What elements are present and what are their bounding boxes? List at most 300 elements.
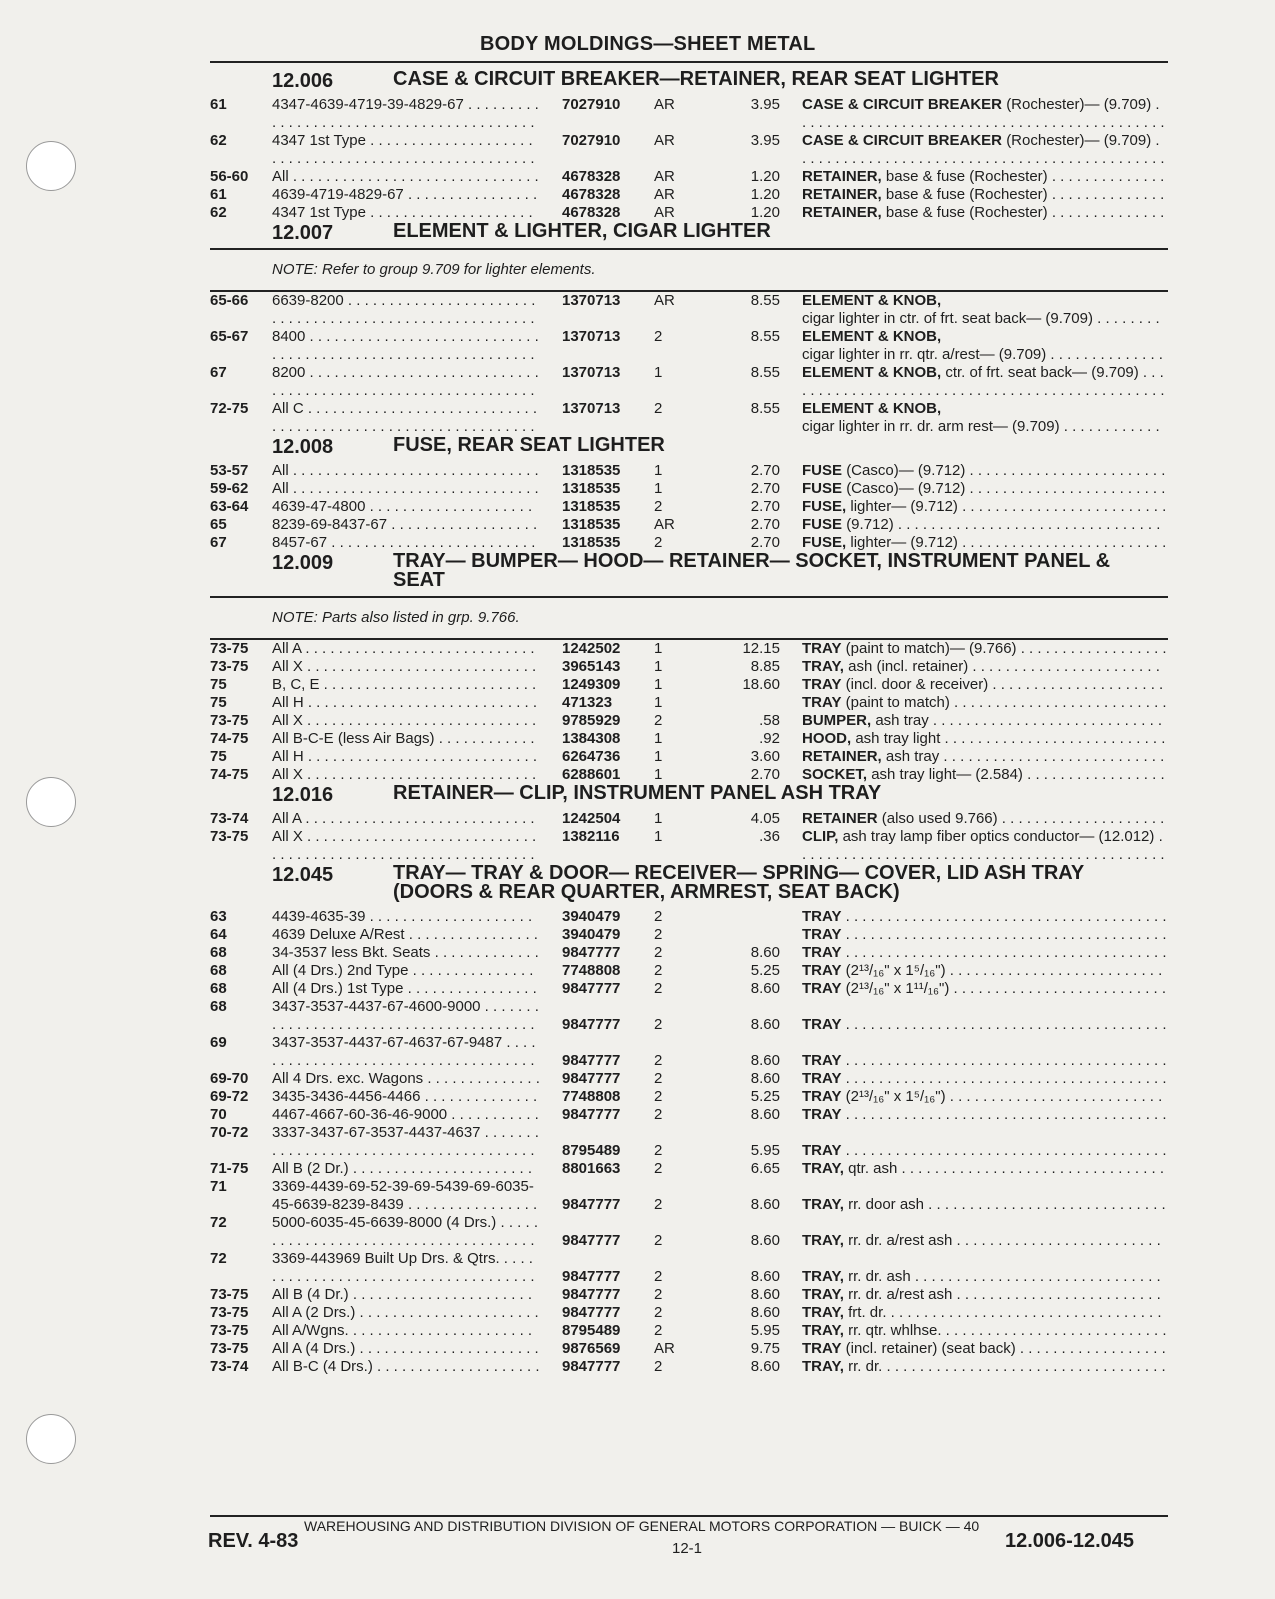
price: 8.60 (750, 1358, 780, 1375)
description-detail: (incl. door & receiver) (845, 676, 989, 693)
model-codes: All . . . (272, 480, 540, 498)
part-row (0, 168, 1275, 186)
price: 8.60 (750, 980, 780, 997)
part-number: 6288601 (562, 766, 621, 783)
quantity: 2 (654, 962, 663, 979)
description (802, 658, 1167, 676)
part-row (0, 998, 1275, 1034)
model-year: 65 (210, 516, 227, 533)
footer-division: WAREHOUSING AND DISTRIBUTION DIVISION OF GENERAL MOTORS CORPORATION — BUICK — 40 (304, 1518, 980, 1534)
description-name: CASE & CIRCUIT BREAKER (802, 96, 1003, 113)
model-codes: 4639 Deluxe A/Rest . . . (272, 926, 540, 944)
description (802, 1358, 1167, 1376)
part-number: 4678328 (562, 204, 621, 221)
section-heading (0, 222, 1275, 248)
part-number: 9847777 (562, 1286, 621, 1303)
model-codes: B, C, E . . . (272, 676, 540, 694)
model-year: 73-74 (210, 810, 249, 827)
quantity: 2 (654, 1142, 663, 1159)
description-name: TRAY, (802, 1304, 844, 1321)
quantity: 2 (654, 1232, 663, 1249)
description (802, 810, 1167, 828)
part-row (0, 480, 1275, 498)
description-detail: (2¹³/₁₆" x 1⁵/₁₆") (845, 962, 946, 979)
description-name: TRAY (802, 908, 842, 925)
price: 8.55 (750, 400, 780, 417)
quantity: 2 (654, 1322, 663, 1339)
quantity: 2 (654, 1016, 663, 1033)
part-row (0, 96, 1275, 132)
model-year: 69-70 (210, 1070, 249, 1087)
section-number: 12.045 (272, 864, 334, 886)
description-detail: ash tray (885, 748, 940, 765)
description (802, 364, 1167, 400)
description-name: CASE & CIRCUIT BREAKER (802, 132, 1003, 149)
model-codes: All H . . . (272, 748, 540, 766)
description-detail: frt. dr. (848, 1304, 887, 1321)
model-year: 70-72 (210, 1124, 249, 1141)
description (802, 498, 1167, 516)
note-box (0, 248, 1275, 292)
part-row (0, 1250, 1275, 1286)
description (802, 328, 1167, 364)
description-name: TRAY (802, 676, 842, 693)
model-year: 70 (210, 1106, 227, 1123)
description-detail: ash (incl. retainer) (848, 658, 969, 675)
quantity: 2 (654, 1052, 663, 1069)
part-number: 3965143 (562, 658, 621, 675)
model-year: 61 (210, 96, 227, 113)
model-year: 72-75 (210, 400, 249, 417)
model-codes: All H . . . (272, 694, 540, 712)
model-codes: 4347-4639-4719-39-4829-67 . . . (272, 96, 540, 132)
description-name: TRAY (802, 694, 842, 711)
note-rule (210, 248, 1168, 250)
quantity: 2 (654, 1358, 663, 1375)
model-codes: 4347 1st Type . . . (272, 204, 540, 222)
part-number: 9847777 (562, 1196, 621, 1213)
model-codes: All A . . . (272, 640, 540, 658)
model-year: 65-67 (210, 328, 249, 345)
section-title: TRAY— TRAY & DOOR— RECEIVER— SPRING— COVER, LID ASH TRAY (DOORS & REAR QUARTER, ARMREST, SEAT BACK) (393, 862, 1084, 903)
page-title: BODY MOLDINGS—SHEET METAL (480, 33, 816, 55)
part-number: 1242502 (562, 640, 621, 657)
section-number: 12.007 (272, 222, 334, 244)
price: 2.70 (750, 498, 780, 515)
note-text: NOTE: Parts also listed in grp. 9.766. (272, 609, 520, 626)
part-number: 7748808 (562, 1088, 621, 1105)
description (802, 1106, 1167, 1124)
description-name: TRAY (802, 1106, 842, 1123)
part-number: 1318535 (562, 516, 621, 533)
model-year: 59-62 (210, 480, 249, 497)
price: .92 (759, 730, 780, 747)
section-number: 12.008 (272, 436, 334, 458)
binder-hole (26, 1414, 76, 1464)
price: 8.60 (750, 1070, 780, 1087)
part-row (0, 694, 1275, 712)
part-number: 9847777 (562, 1268, 621, 1285)
part-row (0, 186, 1275, 204)
price: 8.60 (750, 1052, 780, 1069)
model-codes: All . . . (272, 168, 540, 186)
section-range: 12.006-12.045 (1005, 1530, 1135, 1552)
description-name: TRAY (802, 1052, 842, 1069)
model-year: 68 (210, 998, 227, 1015)
part-number: 7027910 (562, 96, 621, 113)
description-name: ELEMENT & KNOB, (802, 364, 942, 381)
parts-list (0, 70, 1275, 1376)
description (802, 730, 1167, 748)
model-year: 64 (210, 926, 227, 943)
price: 5.95 (750, 1322, 780, 1339)
part-number: 1370713 (562, 364, 621, 381)
price: 1.20 (750, 168, 780, 185)
model-year: 62 (210, 132, 227, 149)
footer-rule (210, 1515, 1168, 1517)
model-codes: All A/Wgns. . . . (272, 1322, 540, 1340)
model-year: 73-75 (210, 1322, 249, 1339)
part-number: 1318535 (562, 462, 621, 479)
part-number: 7748808 (562, 962, 621, 979)
part-row (0, 1178, 1275, 1214)
price: 8.55 (750, 328, 780, 345)
model-codes: 4467-4667-60-36-46-9000 . . . (272, 1106, 540, 1124)
model-year: 75 (210, 676, 227, 693)
part-row (0, 328, 1275, 364)
description-name: SOCKET, (802, 766, 868, 783)
description-name: TRAY (802, 962, 842, 979)
price: 12.15 (742, 640, 780, 657)
section-title: CASE & CIRCUIT BREAKER—RETAINER, REAR SEAT LIGHTER (393, 68, 999, 90)
quantity: AR (654, 168, 675, 185)
description (802, 516, 1167, 534)
description-detail: (2¹³/₁₆" x 1⁵/₁₆") (845, 1088, 946, 1105)
description-detail: (Rochester)— (9.709) (1006, 96, 1152, 113)
model-codes: All . . . (272, 462, 540, 480)
model-year: 73-75 (210, 658, 249, 675)
part-row (0, 1124, 1275, 1160)
part-row (0, 498, 1275, 516)
price: 8.55 (750, 292, 780, 309)
part-number: 9847777 (562, 1016, 621, 1033)
part-row (0, 926, 1275, 944)
quantity: 2 (654, 1268, 663, 1285)
model-year: 65-66 (210, 292, 249, 309)
quantity: 2 (654, 1106, 663, 1123)
model-codes: 8400 . . . (272, 328, 540, 364)
price: 4.05 (750, 810, 780, 827)
description-name: ELEMENT & KNOB, (802, 292, 942, 309)
part-row (0, 962, 1275, 980)
model-year: 73-75 (210, 828, 249, 845)
model-codes: 8457-67 . . . (272, 534, 540, 552)
description (802, 748, 1167, 766)
price: 2.70 (750, 766, 780, 783)
description (802, 1304, 1167, 1322)
part-number: 3940479 (562, 908, 621, 925)
part-row (0, 1304, 1275, 1322)
section-title: FUSE, REAR SEAT LIGHTER (393, 434, 665, 456)
model-year: 68 (210, 980, 227, 997)
part-row (0, 730, 1275, 748)
description-detail: ash tray light— (2.584) (871, 766, 1023, 783)
part-number: 9847777 (562, 1232, 621, 1249)
revision-label: REV. 4-83 (208, 1530, 299, 1552)
description-detail: base & fuse (Rochester) (885, 168, 1048, 185)
model-codes: 4439-4635-39 . . . (272, 908, 540, 926)
model-codes: All B-C-E (less Air Bags) . . . (272, 730, 540, 748)
price: .58 (759, 712, 780, 729)
quantity: AR (654, 204, 675, 221)
part-row (0, 658, 1275, 676)
price: 8.60 (750, 1304, 780, 1321)
model-year: 68 (210, 944, 227, 961)
description-name: FUSE (802, 462, 843, 479)
part-number: 1382116 (562, 828, 620, 845)
description-detail: (2¹³/₁₆" x 1¹¹/₁₆") (845, 980, 950, 997)
description (802, 168, 1167, 186)
quantity: 2 (654, 1088, 663, 1105)
quantity: 1 (654, 828, 663, 845)
description-detail: cigar lighter in rr. dr. arm rest— (9.709) (802, 418, 1060, 435)
part-number: 1318535 (562, 480, 621, 497)
part-row (0, 462, 1275, 480)
quantity: 1 (654, 766, 663, 783)
part-number: 6264736 (562, 748, 621, 765)
model-codes: All X . . . (272, 712, 540, 730)
description (802, 926, 1167, 944)
price: 2.70 (750, 516, 780, 533)
price: 8.85 (750, 658, 780, 675)
price: 18.60 (742, 676, 780, 693)
part-number: 1249309 (562, 676, 621, 693)
quantity: 2 (654, 1286, 663, 1303)
model-year: 73-74 (210, 1358, 249, 1375)
model-year: 74-75 (210, 766, 249, 783)
section-heading (0, 552, 1275, 596)
part-row (0, 810, 1275, 828)
model-codes: All X . . . (272, 658, 540, 676)
description (802, 462, 1167, 480)
description-name: TRAY (802, 1016, 842, 1033)
description (802, 132, 1167, 168)
part-row (0, 828, 1275, 864)
description-detail: ctr. of frt. seat back— (9.709) (945, 364, 1139, 381)
note-rule (210, 596, 1168, 598)
model-codes: All (4 Drs.) 1st Type . . . (272, 980, 540, 998)
description-name: TRAY, (802, 1286, 844, 1303)
model-year: 73-75 (210, 1340, 249, 1357)
part-number: 1384308 (562, 730, 621, 747)
model-codes: All X . . . (272, 766, 540, 784)
quantity: AR (654, 96, 675, 113)
quantity: 2 (654, 498, 663, 515)
description (802, 944, 1167, 962)
description-name: TRAY (802, 640, 842, 657)
part-row (0, 364, 1275, 400)
part-number: 9847777 (562, 1106, 621, 1123)
part-number: 471323 (562, 694, 613, 711)
quantity: AR (654, 186, 675, 203)
model-year: 73-75 (210, 1286, 249, 1303)
model-year: 74-75 (210, 730, 249, 747)
description-name: CLIP, (802, 828, 839, 845)
note-text: NOTE: Refer to group 9.709 for lighter elements. (272, 261, 596, 278)
price: 2.70 (750, 480, 780, 497)
quantity: 2 (654, 1196, 663, 1213)
part-number: 9847777 (562, 980, 621, 997)
model-codes: 6639-8200 . . . (272, 292, 540, 328)
description (802, 1052, 1167, 1070)
description-name: FUSE, (802, 498, 847, 515)
part-row (0, 400, 1275, 436)
model-year: 73-75 (210, 712, 249, 729)
price: 2.70 (750, 462, 780, 479)
part-row (0, 1340, 1275, 1358)
quantity: 1 (654, 640, 663, 657)
description-detail: rr. qtr. whlhse. (848, 1322, 942, 1339)
description-detail: (Casco)— (9.712) (846, 462, 966, 479)
section-heading (0, 864, 1275, 908)
description-name: TRAY (802, 1070, 842, 1087)
model-codes: 34-3537 less Bkt. Seats . . . (272, 944, 540, 962)
description-name: TRAY, (802, 1232, 844, 1249)
model-codes: All C . . . (272, 400, 540, 436)
description (802, 1088, 1167, 1106)
section-title: ELEMENT & LIGHTER, CIGAR LIGHTER (393, 220, 771, 242)
model-codes: All A (2 Drs.) . . . (272, 1304, 540, 1322)
price: 3.60 (750, 748, 780, 765)
quantity: 1 (654, 748, 663, 765)
price: 5.25 (750, 1088, 780, 1105)
model-year: 75 (210, 694, 227, 711)
description-detail: base & fuse (Rochester) (885, 204, 1048, 221)
model-codes: 3437-3537-4437-67-4637-67-9487 . . . (272, 1034, 540, 1070)
model-codes: 3435-3436-4456-4466 . . . (272, 1088, 540, 1106)
model-year: 69-72 (210, 1088, 249, 1105)
section-heading (0, 436, 1275, 462)
model-year: 73-75 (210, 1304, 249, 1321)
model-year: 69 (210, 1034, 227, 1051)
quantity: AR (654, 516, 675, 533)
price: 1.20 (750, 186, 780, 203)
description-detail: ash tray (875, 712, 929, 729)
quantity: 2 (654, 400, 663, 417)
part-row (0, 292, 1275, 328)
description-detail: (incl. retainer) (seat back) (845, 1340, 1016, 1357)
part-row (0, 1214, 1275, 1250)
price: 8.60 (750, 1106, 780, 1123)
description-detail: qtr. ash (848, 1160, 898, 1177)
model-year: 67 (210, 534, 227, 551)
description-detail: base & fuse (Rochester) (885, 186, 1048, 203)
model-year: 62 (210, 204, 227, 221)
description-name: TRAY (802, 944, 842, 961)
part-number: 1370713 (562, 292, 621, 309)
model-codes: All (4 Drs.) 2nd Type . . . (272, 962, 540, 980)
model-year: 71-75 (210, 1160, 249, 1177)
description-name: HOOD, (802, 730, 852, 747)
description-name: FUSE (802, 516, 843, 533)
quantity: 1 (654, 810, 663, 827)
price: 1.20 (750, 204, 780, 221)
description (802, 712, 1167, 730)
section-number: 12.006 (272, 70, 334, 92)
price: 5.25 (750, 962, 780, 979)
description (802, 908, 1167, 926)
model-year: 73-75 (210, 640, 249, 657)
description (802, 640, 1167, 658)
quantity: 1 (654, 480, 663, 497)
part-row (0, 712, 1275, 730)
description-detail: rr. dr. a/rest ash (848, 1286, 953, 1303)
quantity: 2 (654, 534, 663, 551)
model-codes: All B-C (4 Drs.) . . . (272, 1358, 540, 1376)
section-title: TRAY— BUMPER— HOOD— RETAINER— SOCKET, INSTRUMENT PANEL & SEAT (393, 550, 1111, 591)
description-name: RETAINER, (802, 186, 882, 203)
price: 8.60 (750, 1268, 780, 1285)
description (802, 292, 1167, 328)
part-number: 1318535 (562, 498, 621, 515)
model-codes: 4639-47-4800 . . . (272, 498, 540, 516)
description-detail: cigar lighter in ctr. of frt. seat back— (9.709) (802, 310, 1093, 327)
description-detail: lighter— (9.712) (850, 534, 958, 551)
part-number: 1370713 (562, 400, 621, 417)
part-number: 7027910 (562, 132, 621, 149)
part-row (0, 640, 1275, 658)
quantity: 2 (654, 1160, 663, 1177)
quantity: 2 (654, 980, 663, 997)
price: 3.95 (750, 132, 780, 149)
description-name: TRAY (802, 1340, 842, 1357)
model-codes: All X . . . (272, 828, 540, 864)
part-row (0, 676, 1275, 694)
part-number: 4678328 (562, 168, 621, 185)
part-row (0, 1322, 1275, 1340)
description (802, 828, 1167, 864)
part-number: 9847777 (562, 1052, 621, 1069)
description-detail: ash tray light (855, 730, 941, 747)
part-number: 9785929 (562, 712, 621, 729)
part-row (0, 1070, 1275, 1088)
model-year: 72 (210, 1250, 227, 1267)
description-name: TRAY, (802, 658, 844, 675)
quantity: 1 (654, 676, 663, 693)
model-year: 53-57 (210, 462, 249, 479)
description-name: TRAY (802, 926, 842, 943)
price: 8.60 (750, 944, 780, 961)
price: 6.65 (750, 1160, 780, 1177)
part-row (0, 1286, 1275, 1304)
description-name: TRAY (802, 1142, 842, 1159)
description-detail: (also used 9.766) (881, 810, 998, 827)
part-number: 8795489 (562, 1322, 621, 1339)
price: 8.60 (750, 1016, 780, 1033)
description-name: RETAINER, (802, 748, 882, 765)
description-name: TRAY, (802, 1322, 844, 1339)
price: 3.95 (750, 96, 780, 113)
part-number: 9847777 (562, 944, 621, 961)
price: 8.60 (750, 1232, 780, 1249)
page-number: 12-1 (672, 1540, 703, 1557)
description-name: RETAINER, (802, 168, 882, 185)
description-name: TRAY, (802, 1160, 844, 1177)
quantity: AR (654, 132, 675, 149)
model-year: 63 (210, 908, 227, 925)
model-year: 75 (210, 748, 227, 765)
description-detail: ash tray lamp fiber optics conductor— (12.012) (842, 828, 1155, 845)
